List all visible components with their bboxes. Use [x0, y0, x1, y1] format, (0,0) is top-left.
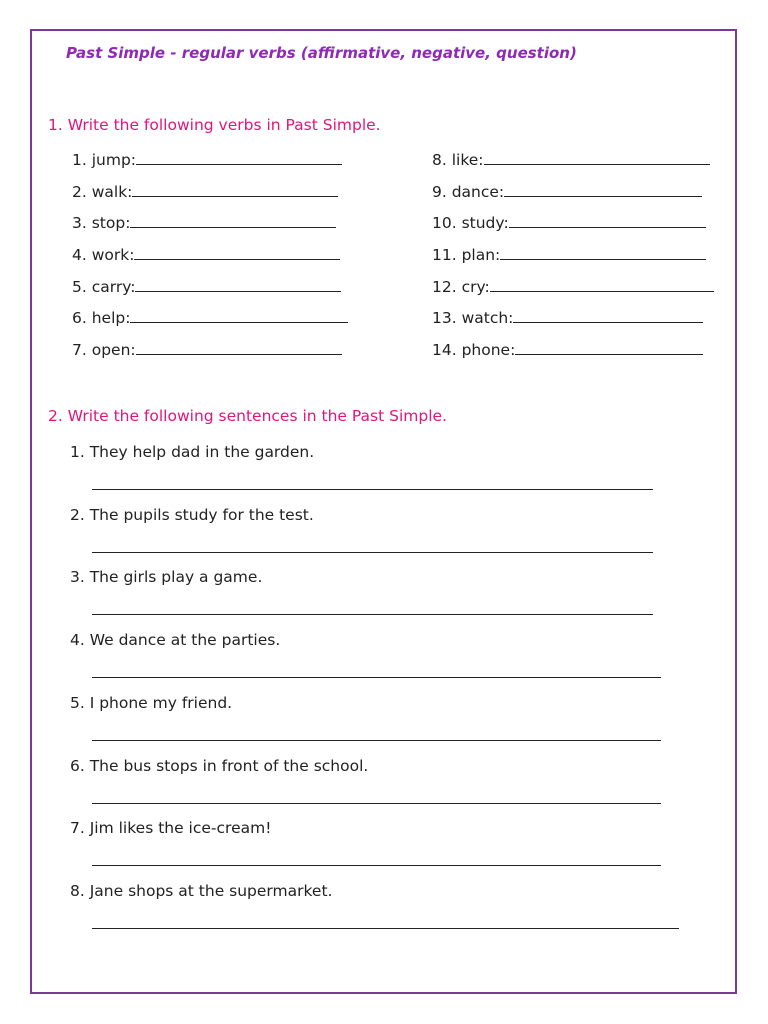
worksheet-title: Past Simple - regular verbs (affirmative, negative, question)	[66, 44, 577, 62]
verb-item: 12. cry:	[432, 277, 714, 296]
answer-blank[interactable]	[500, 245, 706, 260]
sentence-prompt: 1. They help dad in the garden.	[70, 443, 315, 461]
answer-blank[interactable]	[136, 340, 342, 355]
sentence-prompt: 6. The bus stops in front of the school.	[70, 757, 369, 775]
section2-heading: 2. Write the following sentences in the Past Simple.	[48, 407, 447, 425]
sentence-prompt: 4. We dance at the parties.	[70, 631, 281, 649]
answer-blank[interactable]	[513, 308, 703, 323]
answer-blank[interactable]	[135, 277, 341, 292]
answer-line[interactable]	[92, 552, 653, 553]
answer-line[interactable]	[92, 740, 661, 741]
verb-item: 1. jump:	[72, 150, 342, 169]
answer-blank[interactable]	[130, 308, 348, 323]
answer-blank[interactable]	[136, 150, 342, 165]
answer-blank[interactable]	[484, 150, 710, 165]
verb-item: 9. dance:	[432, 182, 702, 201]
sentence-prompt: 8. Jane shops at the supermarket.	[70, 882, 333, 900]
answer-blank[interactable]	[490, 277, 714, 292]
section1-heading: 1. Write the following verbs in Past Simple.	[48, 116, 381, 134]
verb-item: 10. study:	[432, 213, 706, 232]
answer-blank[interactable]	[515, 340, 703, 355]
verb-item: 8. like:	[432, 150, 710, 169]
answer-line[interactable]	[92, 928, 679, 929]
verb-item: 2. walk:	[72, 182, 338, 201]
verb-item: 4. work:	[72, 245, 340, 264]
verb-item: 5. carry:	[72, 277, 341, 296]
verb-item: 13. watch:	[432, 308, 703, 327]
verb-item: 14. phone:	[432, 340, 703, 359]
sentence-prompt: 2. The pupils study for the test.	[70, 506, 314, 524]
answer-line[interactable]	[92, 614, 653, 615]
answer-blank[interactable]	[132, 182, 338, 197]
sentence-prompt: 3. The girls play a game.	[70, 568, 263, 586]
sentence-prompt: 5. I phone my friend.	[70, 694, 233, 712]
answer-blank[interactable]	[130, 213, 336, 228]
answer-line[interactable]	[92, 865, 661, 866]
answer-blank[interactable]	[504, 182, 702, 197]
verb-item: 6. help:	[72, 308, 348, 327]
answer-blank[interactable]	[509, 213, 706, 228]
verb-item: 11. plan:	[432, 245, 706, 264]
answer-blank[interactable]	[134, 245, 340, 260]
verb-item: 3. stop:	[72, 213, 336, 232]
verb-item: 7. open:	[72, 340, 342, 359]
answer-line[interactable]	[92, 803, 661, 804]
sentence-prompt: 7. Jim likes the ice-cream!	[70, 819, 272, 837]
answer-line[interactable]	[92, 677, 661, 678]
answer-line[interactable]	[92, 489, 653, 490]
